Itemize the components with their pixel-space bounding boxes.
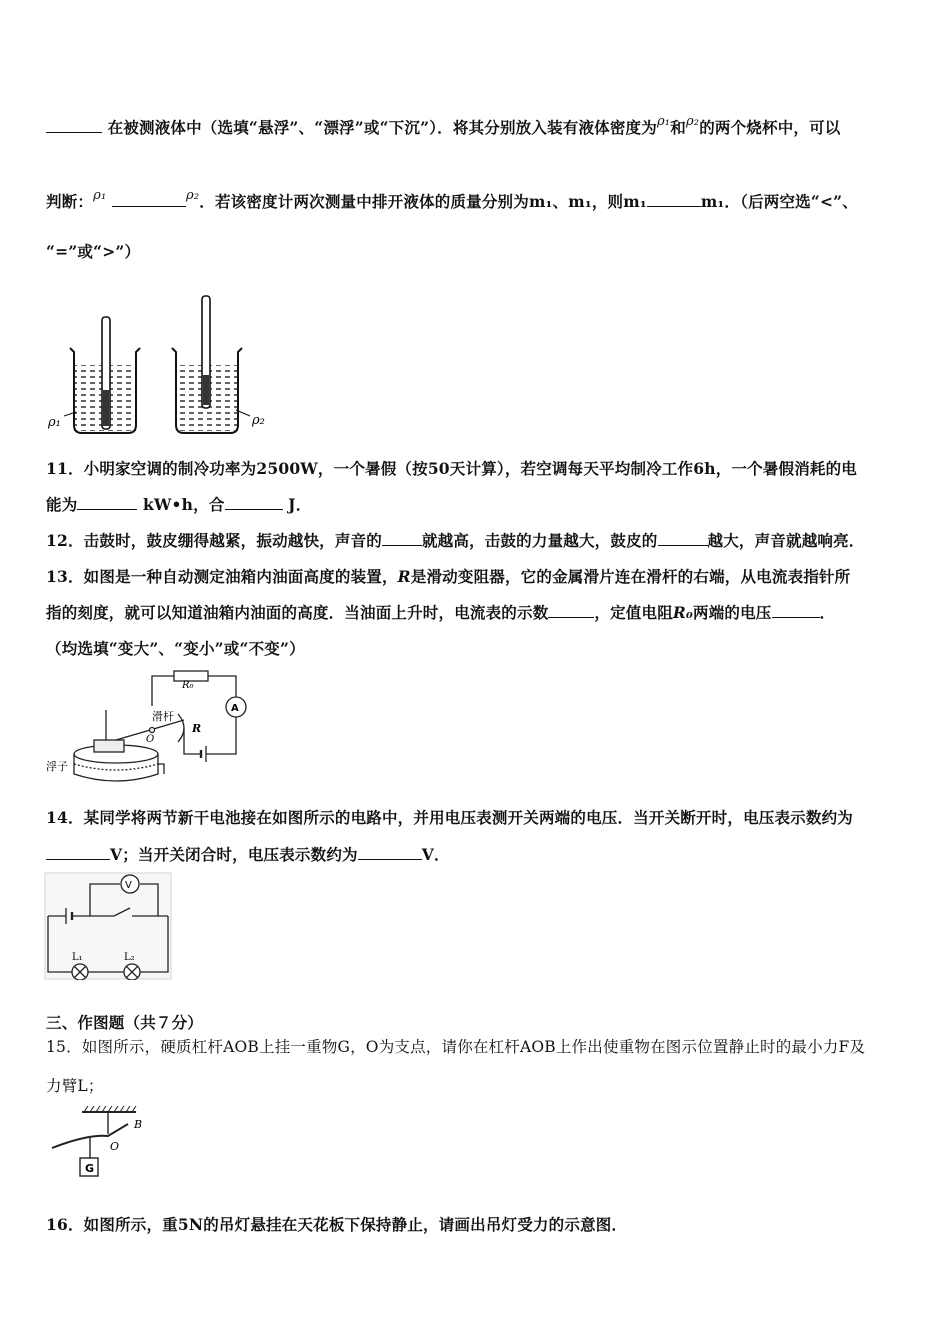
q13-line2: 指的刻度，就可以知道油箱内油面的高度．当油面上升时，电流表的示数 ，定值电阻R₀两端的电压 ． [46,603,836,622]
q15-line2: 力臂L； [46,1077,104,1095]
q11-line1: 11．小明家空调的制冷功率为2500W，一个暑假（按50天计算），若空调每天平均制冷工作6h，一个暑假消耗的电 [46,459,857,478]
q10-line3: “=”或“>”） [46,242,141,261]
beaker-left [64,317,140,433]
point-o-label: O [110,1140,120,1153]
float-label: 浮子 [46,760,68,773]
q14-line1: 14．某同学将两节新干电池接在如图所示的电路中，并用电压表测开关两端的电压．当开关断开时，电压表示数约为 [46,808,853,827]
q16-line1: 16．如图所示，重5N的吊灯悬挂在天花板下保持静止，请画出吊灯受力的示意图． [46,1215,628,1234]
answer-blank[interactable] [548,603,594,618]
rho2-symbol: ρ₂ [685,114,700,129]
answer-blank[interactable] [46,845,110,860]
answer-blank[interactable] [77,495,137,510]
voltmeter-label: V [125,880,132,891]
answer-blank[interactable] [225,495,283,510]
answer-blank[interactable] [772,603,820,618]
rho2-label: ρ₂ [252,413,265,428]
answer-blank[interactable] [658,531,708,546]
r0-label: R₀ [182,680,194,691]
q12-line1: 12．击鼓时，鼓皮绷得越紧，振动越快，声音的 就越高，击鼓的力量越大，鼓皮的 越大，声音就越响亮． [46,531,865,550]
section3-title: 三、作图题（共７分） [46,1013,204,1032]
answer-blank[interactable] [647,192,701,207]
q15-line1: 15．如图所示，硬质杠杆AOB上挂一重物G，O为支点，请你在杠杆AOB上作出使重物在图示位置静止时的最小力F及 [46,1038,866,1056]
q14-line2: V；当开关闭合时，电压表示数约为 V． [46,843,450,865]
voltmeter-circuit-figure [44,872,172,980]
q11-line2: 能为 kW•h，合 J． [46,495,312,514]
lamp2-label: L₂ [124,952,135,963]
ammeter-label: A [231,703,239,714]
weight-g-label: G [85,1162,95,1175]
beakers-figure [44,290,284,440]
rho1-label: ρ₁ [48,415,61,430]
point-b-label: B [134,1118,143,1131]
rheostat-label: R [192,722,202,735]
slider-label: 滑杆 [152,710,174,723]
pivot-label: O [146,734,155,745]
oil-gauge-figure [44,668,254,788]
answer-blank[interactable] [112,192,186,207]
lever-figure [48,1104,158,1184]
answer-blank[interactable] [46,118,102,133]
q10-line1: 在被测液体中（选填“悬浮”、“漂浮”或“下沉”）．将其分别放入装有液体密度为$^{\rho_1}$和$^{\rho_2}$的两个烧杯中，可以 [46,116,841,138]
answer-blank[interactable] [358,845,422,860]
q13-line1: 13．如图是一种自动测定油箱内油面高度的装置，R是滑动变阻器，它的金属滑片连在滑杆的右端，从电流表指针所 [46,567,851,586]
beaker-right [172,296,250,433]
lamp1-label: L₁ [72,952,83,963]
rho1-symbol: ρ₁ [656,114,671,129]
q10-line2: 判断：$^{\rho_1}$ $^{\rho_2}$．若该密度计两次测量中排开液体的质量分别为m₁、m₁，则m₁ m₁．（后两空选“<”、 [46,188,858,211]
answer-blank[interactable] [382,531,422,546]
q13-line3: （均选填“变大”、“变小”或“不变”） [46,639,305,658]
